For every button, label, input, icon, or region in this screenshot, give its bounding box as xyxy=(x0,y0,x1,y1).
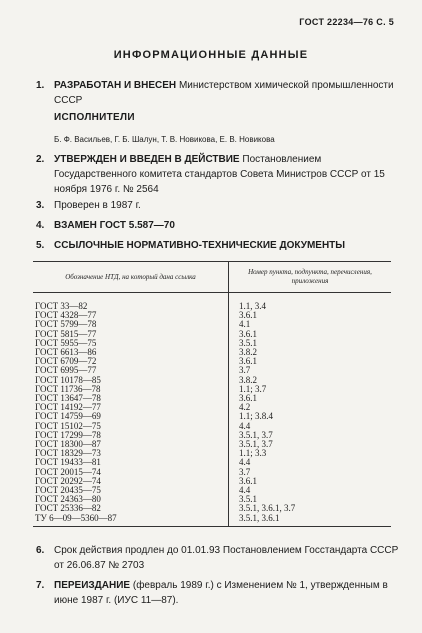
item-text: Постановлением Государственного комитета стандартов Совета Министров СССР от 15 ноября 1976 г. № 2564 xyxy=(54,154,385,195)
clause-cell: 3.5.1, 3.6.1, 3.7 xyxy=(239,503,296,514)
item-number: 4. xyxy=(36,220,45,231)
item-text: Срок действия продлен до 01.01.93 Постановлением Госстандарта СССР от 26.06.87 № 2703 xyxy=(54,545,399,571)
designation-cell: ГОСТ 11736—78 xyxy=(33,385,229,394)
page-title: ИНФОРМАЦИОННЫЕ ДАННЫЕ xyxy=(113,49,309,61)
clause-cell: 4.4 xyxy=(239,485,251,496)
clause-cell: 4.4 xyxy=(239,420,251,431)
designation-cell: ГОСТ 5799—78 xyxy=(33,320,229,329)
item-number: 2. xyxy=(36,154,45,165)
item-2 xyxy=(36,152,406,197)
designation-cell: ГОСТ 5955—75 xyxy=(33,339,229,348)
clause-cell: 3.8.2 xyxy=(239,374,257,385)
item-3 xyxy=(36,198,406,213)
designation-cell: ГОСТ 6995—77 xyxy=(33,366,229,375)
clause-cell: 4.4 xyxy=(239,457,251,468)
designation-cell: ГОСТ 6613—86 xyxy=(33,348,229,357)
clause-cell: 4.1 xyxy=(239,319,251,330)
executors-list: Б. Ф. Васильев, Г. Б. Шалун, Т. В. Новикова, Е. В. Новикова xyxy=(54,135,275,144)
designation-cell: ГОСТ 20435—75 xyxy=(33,486,229,495)
item-text: Министерством химической промышленности СССР xyxy=(54,80,394,106)
designation-cell: ГОСТ 33—82 xyxy=(33,293,229,312)
item-lead: ПЕРЕИЗДАНИЕ xyxy=(54,580,131,591)
clause-cell: 3.6.1 xyxy=(239,328,257,339)
clause-cell: 3.5.1 xyxy=(239,494,257,505)
designation-cell: ГОСТ 5815—77 xyxy=(33,330,229,339)
designation-cell: ГОСТ 14759—69 xyxy=(33,412,229,421)
clause-cell: 1.1; 3.3 xyxy=(239,448,267,459)
clause-cell: 3.8.2 xyxy=(239,347,257,358)
designation-cell: ГОСТ 15102—75 xyxy=(33,422,229,431)
table-row xyxy=(33,514,391,527)
designation-cell: ГОСТ 10178—85 xyxy=(33,376,229,385)
item-number: 7. xyxy=(36,580,45,591)
item-5 xyxy=(36,238,406,253)
designation-cell: ГОСТ 6709—72 xyxy=(33,357,229,366)
clause-cell: 1.1; 3.8.4 xyxy=(239,411,274,422)
table-row xyxy=(33,293,391,312)
designation-cell: ГОСТ 4328—77 xyxy=(33,311,229,320)
clause-cell: 3.5.1, 3.7 xyxy=(239,439,273,450)
item-4 xyxy=(36,218,406,233)
item-lead: РАЗРАБОТАН И ВНЕСЕН xyxy=(54,80,177,91)
item-lead: ВЗАМЕН ГОСТ 5.587—70 xyxy=(54,220,175,231)
clause-cell: 3.7 xyxy=(239,466,251,477)
clause-cell: 1.1, 3.4 xyxy=(239,301,266,311)
page-header: ГОСТ 22234—76 С. 5 xyxy=(299,17,394,27)
column-header-designation: Обозначение НТД, на который дана ссылка xyxy=(33,262,229,293)
table-body xyxy=(33,293,391,527)
designation-cell: ТУ 6—09—5360—87 xyxy=(33,514,229,527)
designation-cell: ГОСТ 24363—80 xyxy=(33,495,229,504)
item-number: 1. xyxy=(36,80,45,91)
item-6 xyxy=(36,543,406,573)
designation-cell: ГОСТ 25336—82 xyxy=(33,504,229,513)
clause-cell: 3.5.1 xyxy=(239,337,257,348)
designation-cell: ГОСТ 13647—78 xyxy=(33,394,229,403)
item-number: 6. xyxy=(36,545,45,556)
subheading-executors: ИСПОЛНИТЕЛИ xyxy=(54,112,135,123)
designation-cell: ГОСТ 14192—77 xyxy=(33,403,229,412)
column-header-clause: Номер пункта, подпункта, перечисления, приложения xyxy=(229,262,392,293)
designation-cell: ГОСТ 19433—81 xyxy=(33,458,229,467)
clause-cell: 3.7 xyxy=(239,365,251,376)
clause-cell: 3.5.1, 3.7 xyxy=(239,429,273,440)
clause-cell: 1.1; 3.7 xyxy=(239,383,267,394)
item-number: 3. xyxy=(36,200,45,211)
clause-cell: 3.5.1, 3.6.1 xyxy=(239,512,280,523)
clause-cell: 3.6.1 xyxy=(239,475,257,486)
item-7 xyxy=(36,578,406,608)
item-lead: ССЫЛОЧНЫЕ НОРМАТИВНО-ТЕХНИЧЕСКИЕ ДОКУМЕНТЫ xyxy=(54,240,346,251)
clause-cell: 3.6.1 xyxy=(239,393,257,404)
item-number: 5. xyxy=(36,240,45,251)
item-1 xyxy=(36,78,406,108)
references-table xyxy=(33,261,391,527)
item-text: (февраль 1989 г.) с Изменением № 1, утвержденным в июне 1987 г. (ИУС 11—87). xyxy=(54,580,388,606)
clause-cell: 3.6.1 xyxy=(239,310,257,321)
clause-cell: 4.2 xyxy=(239,402,251,413)
designation-cell: ГОСТ 18300—87 xyxy=(33,440,229,449)
table-header-row xyxy=(33,262,391,293)
designation-cell: ГОСТ 20292—74 xyxy=(33,477,229,486)
clause-cell: 3.6.1 xyxy=(239,356,257,367)
item-text: Проверен в 1987 г. xyxy=(54,200,141,211)
designation-cell: ГОСТ 17299—78 xyxy=(33,431,229,440)
designation-cell: ГОСТ 20015—74 xyxy=(33,468,229,477)
designation-cell: ГОСТ 18329—73 xyxy=(33,449,229,458)
item-lead: УТВЕРЖДЕН И ВВЕДЕН В ДЕЙСТВИЕ xyxy=(54,154,240,165)
